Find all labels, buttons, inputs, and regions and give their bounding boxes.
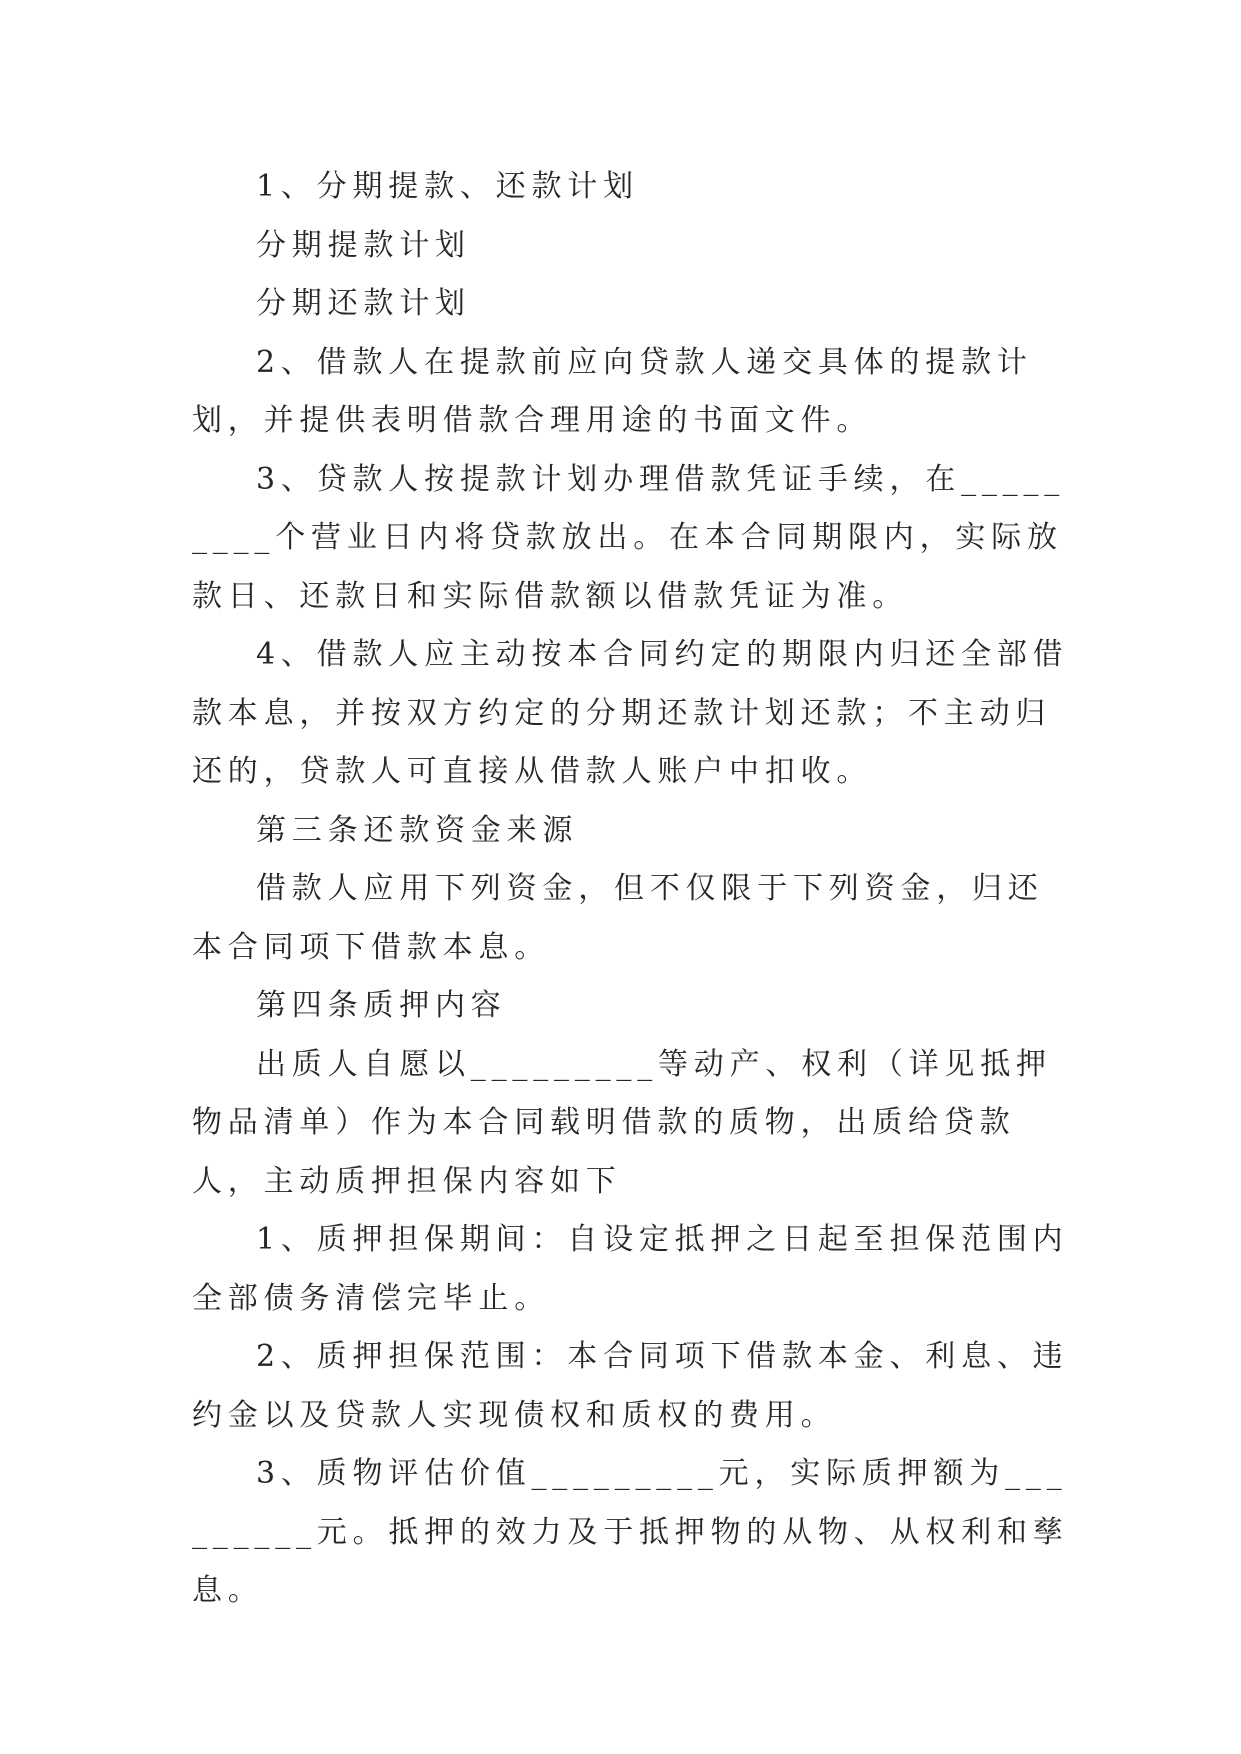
paragraph-item-4-repayment: 4、借款人应主动按本合同约定的期限内归还全部借款本息，并按双方约定的分期还款计划还款；不主动归还的，贷款人可直接从借款人账户中扣收。 xyxy=(192,637,1069,789)
paragraph-installment-plan-heading: 1、分期提款、还款计划 xyxy=(256,169,639,204)
section-heading-article-4: 第四条质押内容 xyxy=(256,988,507,1023)
paragraph-item-3-disbursement: 3、贷款人按提款计划办理借款凭证手续，在_________个营业日内将贷款放出。在本合同期限内，实际放款日、还款日和实际借款额以借款凭证为准。 xyxy=(192,461,1066,614)
paragraph-pledge-period: 1、质押担保期间：自设定抵押之日起至担保范围内全部债务清偿完毕止。 xyxy=(192,1222,1069,1316)
paragraph-pledge-scope: 2、质押担保范围：本合同项下借款本金、利息、违约金以及贷款人实现债权和质权的费用。 xyxy=(192,1339,1069,1433)
section-heading-article-3: 第三条还款资金来源 xyxy=(256,812,579,848)
paragraph-pledge-value: 3、质物评估价值_________元，实际质押额为_________元。抵押的效力及于抵押物的从物、从权利和孳息。 xyxy=(192,1456,1069,1608)
paragraph-pledge-content: 出质人自愿以_________等动产、权利（详见抵押物品清单）作为本合同载明借款的质物，出质给贷款人，主动质押担保内容如下 xyxy=(192,1046,1052,1199)
paragraph-repayment-source: 借款人应用下列资金，但不仅限于下列资金，归还本合同项下借款本息。 xyxy=(192,871,1044,965)
paragraph-drawdown-plan: 分期提款计划 xyxy=(256,227,471,263)
document-body xyxy=(192,158,1072,1621)
paragraph-repayment-plan: 分期还款计划 xyxy=(256,286,471,321)
paragraph-item-2-drawdown: 2、借款人在提款前应向贷款人递交具体的提款计划，并提供表明借款合理用途的书面文件。 xyxy=(192,344,1033,438)
